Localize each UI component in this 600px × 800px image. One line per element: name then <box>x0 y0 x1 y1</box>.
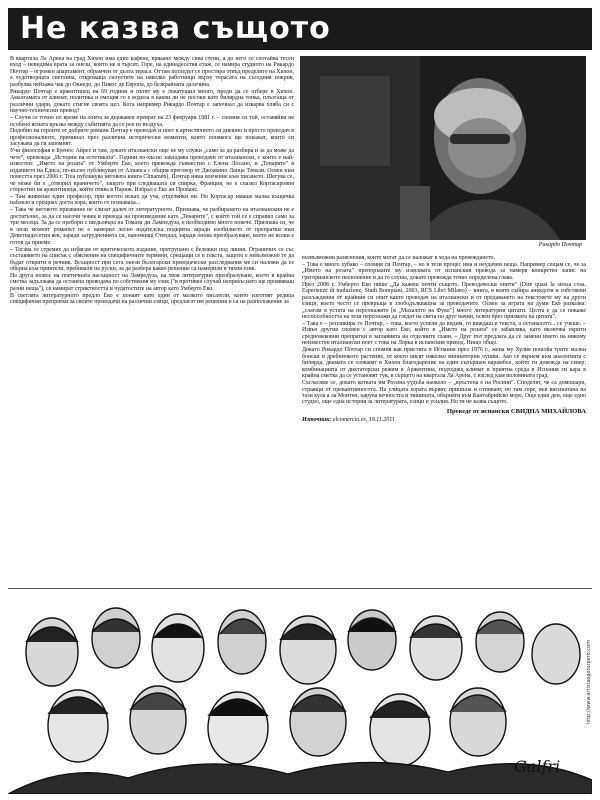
paragraph: Докато Рикардо Почтар си спомня как пристига в Испания през 1976 г., жена му Хулия пошлйа трите малки бонсаи и дребничкото растение, от което висят няколко миниатюрни чушки. Ако се върнем към аналогията с билярда, двамата се озовават в Хихон благодарение на един съпършен карамбол, който ги довежда на север: комбинацията от диктаторски режим в Аржентина, подходящ климат и приятна среда в Испания ги кара в крайна сметка да се установят тук, в сърцето на квартала Ла Арена, с изглед към половината град. <box>302 347 586 380</box>
paragraph: В квартала Ла Арена на град Хихон има едно кафене, вряаано между сива стени, а до него се спотайва тесен вход – невидима врата за онези, които не я търсят. Горе, на единадесетия етаж, се намира студиото на Рикардо Почтар – огромен апартамент, обрамчен от дълга тераса. Оттам погледът се простира отвъд пределите на Хихон, а чудотворната светлина, откроваща силуетите на няколко работници върху терасата на съседния покрив, разбулва пейзажа чак до Овиедо, до Пикос де Европа, до безкрайната далечина. <box>10 56 294 88</box>
author-photo <box>300 56 586 240</box>
artist-signature: Galfri <box>514 757 561 776</box>
portrait-image <box>300 56 586 240</box>
paragraph: – Тогава се стремях да избягам от критическото издание, претрупано с бележки под линия. Ограничих се със съставянето на списък с обяснения на специфичните термини, срещащи се в текста, защото е невъзможно те да бъдат открити в речник. Всъщност при сега онези бъллгарски преводачески разследвания ме си наложи да се обърна към приятели, пребивали на руски, за да разбера какво решение са намерили в тяхня език. <box>10 246 294 272</box>
paragraph: всевъзможни разяснения, които могат да се наложат в хода на превеждането. <box>302 255 495 261</box>
paragraph: Учи философия в Буенос Айрес и там, докато италиански още не му служи „само за да разбира и за да може да чете", превежда „Истории на естетиката". Години по-късно завладява преводачи от италиански, с които е най-известен: „Името на розата" от Умберто Еко, което превежда съвместно с Елена Лосано, и „Тенарите" в изданието на Едиса, по-късно публикуван от Алиanca с общия преговор от Джоакино Ланца Томази. Освен към повестта през 2006 г. Trea публикува неговата книга Clinamen), Почтар няма влечение към писането. Шегува се, че може би е „отворил краничето", защото при следващата си спирка, Франция, не е спазил Кортасаровия стереотип на аржентинеца, който отива в Париж. Избрал е Екс ан Прованс. <box>10 148 294 194</box>
article-right-column <box>302 255 586 575</box>
photo-block <box>300 56 586 251</box>
source-label: Източник: <box>302 417 332 424</box>
caricature-drawing <box>8 602 592 794</box>
photo-caption: Рикардо Почтар <box>538 242 582 248</box>
source-line <box>302 417 586 423</box>
article-title: Не казва същото <box>20 11 331 46</box>
paragraph: На друга полюс на поетичната насъщност на Ламредуза, на твоя литературно преобразуване, което в крайна сметка задължава да останеш преводача по собствения му език ("в противен случай непрекъснато ще проявяваш разни неща"), се намират стриктността и чудатостите на автор като Умберто Еко. <box>10 272 294 292</box>
source-value: elcomercio.es, 19.11.2011 <box>332 417 395 424</box>
paragraph: – Така че неговото призвание не слизат далеч от литературното. Признава, че разбирането на италианския не е достатъчно, за да се насочи човек в превода на произведение като „Тенарите", с който той се е справил само за три месеца. За да се пребори с шедьовъра на Томази ди Лампедуза, е необходимо много повече. Признава си, че в онзи момент романът не е намерил лесно издателска подкрепа заради изобилието от препратки към Деветнадесетия век, заради затрудненията си, напомнящ Стендал, заради онова преобразуване, което не всеки е готов да приеме: <box>10 207 294 246</box>
paragraph: – Случи се точно по време на опита за държавен преврат на 23 февруари 1981 г. – спомня си той, оставяйки не особено ясната връзка между събитията да се рее из въздуха. <box>10 115 294 128</box>
paragraph: – Там живееше един професор, при когото исках да уча, отделяйки ни. Но Кортасар имаше малка къщичка наблизо и срещнах доста хора, които го познаваха... <box>10 194 294 207</box>
paragraph: През 2008 г. Умберто Еко пише „Да кажеш почти същото. Преводачески опити" (Dire quasi la stessa cosa. Esperienze di traduzione, Studi Bompiani, 2003, RCS Libri Milano) – книга, в която събира анекдоти и собствени разсъждения от крайния си опит както преводач на италиански и от предаването на текстовете му на други езици, което често се превръща в злободълкващна за преводачите. Освен за играта на думи Еко разказва: „слагам в устата на персонажите [в „Махалото на Фуко"] много литературни цитати. Целта е да се покаже неспособността на тези персонажи да гледат на света по друг начин, освен през призмата на цитата". <box>302 281 586 321</box>
paragraph: Съгласяме се, докато котката им Росина уудъба наоколо – „кръстена е на Росини". Споделят, че са домошари, страящи от превантивността. На улицата хората вървят, пришъпа и отпиваят, но там горе, във висинатана на тази кула а ла Монтен, царува вечността и тишината, обърнати към Кантабрийско море. Още един ден, още едно студио, още една история за литературата, езици и усилия. Но тя не казва същото. <box>302 380 586 406</box>
translator-signature: Преведе от испански СВИДНА МИХАЙЛОВА <box>446 407 586 415</box>
caricature-illustration <box>8 602 592 794</box>
title-banner <box>8 8 592 50</box>
paragraph: Подобно на героите от добрите романи Почтар е преводач и поет в артистичното си днешно и просто преводач в професионалното, преминал през различни исторически моменти, които понякога ще покажат, които си засужава да ги запомнят. <box>10 128 294 148</box>
paragraph: В светлата литературното предло Еко е понаит като един от малкото писатели, които изготвят редица специфични препратки за своите преводачи на различни езици, предлагат им решения и са на разположение за <box>10 292 294 306</box>
paragraph: Рикардо Почтар е аржентинец на 69 години и пътят му е лъкатушил много, преди да се отбере в Хихон. Амалгамата от климат, политика и емоция го е водила в какви ли не посоки като билярдна топка, плъзгаща от различни удари, докато стигне своята цел. Кога например Рикардо Почтар е започнал да изкарва хляба си с научно-технически превод? <box>10 88 294 115</box>
paragraph: – Така е – репликира го Почтар, – това, което успели да видим, го виждаш в текста, а останалото... се учеше. – Извън другия спомен с автор като Еко, който в „Името на розата" се забавлява, като включва скрити средновековни препратки в заглавията на отделните глави. – Друг път предлага да се замени името на никому неизвестен италиански поет с това на Лорка в испанския превод. Нищо общо. <box>302 321 586 347</box>
illustration-url: http://www.artistasgotorpero.com <box>586 640 592 725</box>
article-left-column <box>10 56 294 486</box>
paragraph: – Това е много хубаво – спомня си Почтар, – но в тези процес има и неудачни неща. Например сещам се, че за „Името на розата" препоръките му изисквага от испанския превода за намеря конкретен запис на грегорианското песнопение и да го слуша, докато превежда точно определена глава. <box>302 261 586 281</box>
divider <box>8 588 592 589</box>
